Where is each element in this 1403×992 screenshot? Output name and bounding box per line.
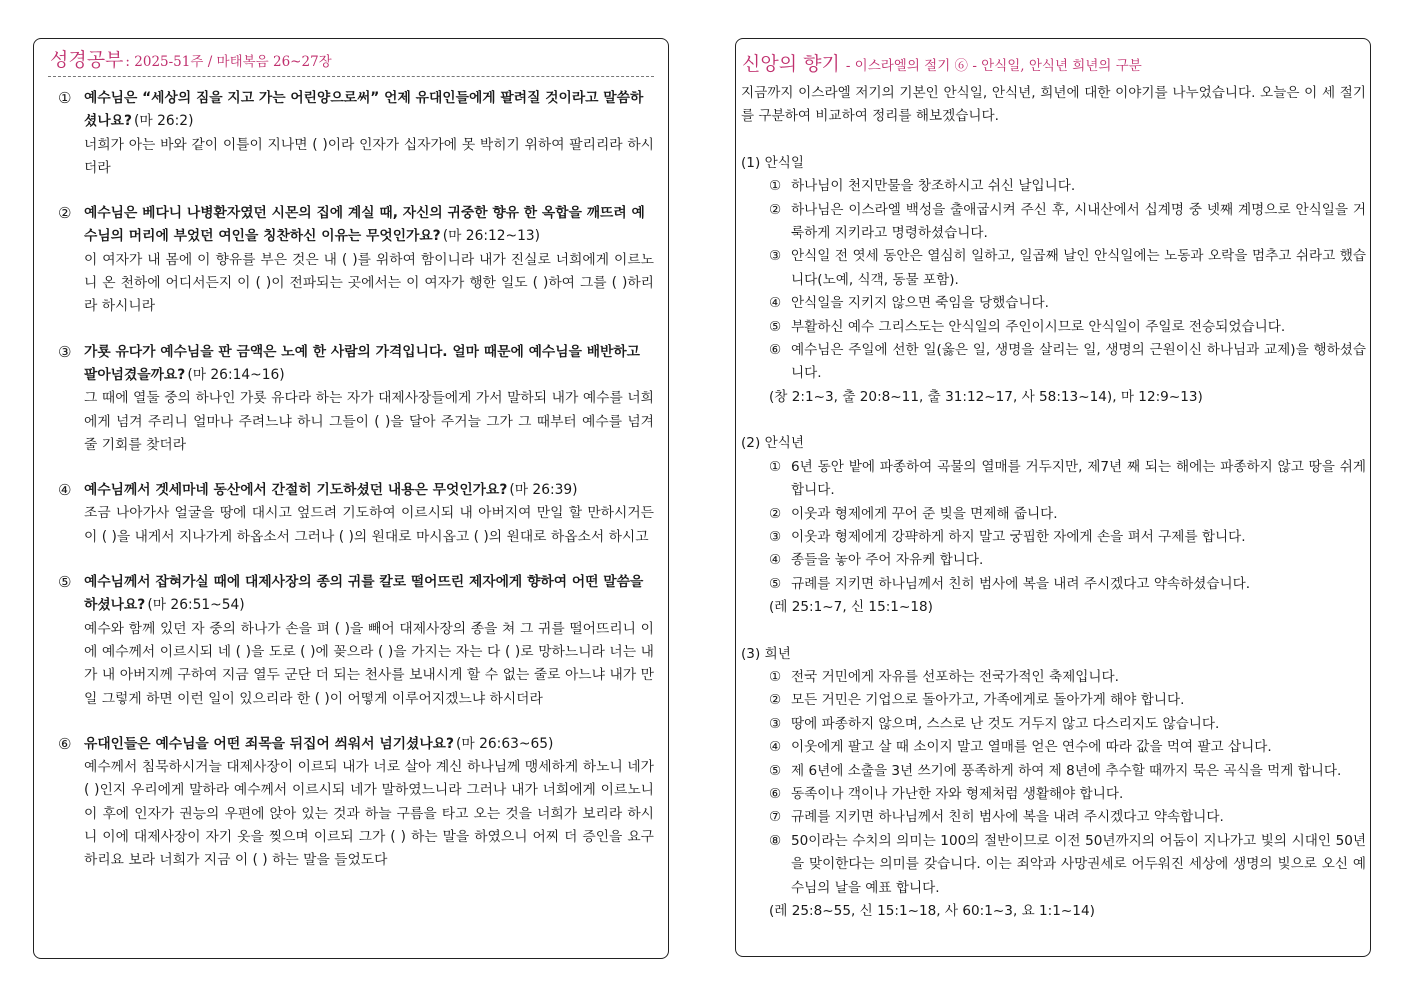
list-item: [741, 573, 1366, 596]
list-item: [741, 175, 1366, 198]
item-text: 모든 거민은 기업으로 돌아가고, 가족에게로 돌아가게 해야 합니다.: [791, 692, 1185, 709]
item-text: 제 6년에 소출을 3년 쓰기에 풍족하게 하여 제 8년에 추수할 때까지 묵은 곡식을 먹게 합니다.: [791, 762, 1342, 779]
item-number: ⑤: [769, 575, 782, 592]
item-number: ⑥: [769, 785, 782, 802]
list-item: [741, 689, 1366, 712]
answer-text: 예수와 함께 있던 자 중의 하나가 손을 펴 ( )을 빼어 대제사장의 종을 쳐 그 귀를 떨어뜨리니 이에 예수께서 이르시되 네 ( )을 도로 ( )에 꽂으라 ( )을 가지는 자는 다 ( )로 망하느니라 너는 내가 내 아버지께 구하여 지금 열두 군단 더 되는 천사를 보내시게 할 수 없는 줄로 아느냐 내가 만일 그렇게 하면 이런 일이 있으리라 한 ( )이 어떻게 이루어지겠느냐 하시더라: [84, 620, 654, 707]
item-number: ⑧: [769, 832, 782, 849]
item-text: 규례를 지키면 하나님께서 친히 범사에 복을 내려 주시겠다고 약속합니다.: [791, 809, 1224, 826]
bible-study-title: 성경공부: [50, 49, 124, 71]
item-text: 안식일을 지키지 않으면 죽임을 당했습니다.: [791, 295, 1049, 312]
faith-fragrance-header: [741, 47, 1366, 82]
item-number: ⑤: [769, 762, 782, 779]
item-number: ④: [769, 295, 782, 312]
item-number: ②: [769, 505, 782, 522]
question-number: ③: [58, 342, 72, 361]
question-text: 예수님께서 잡혀가실 때에 대제사장의 종의 귀를 칼로 떨어뜨린 제자에게 향하여 어떤 말씀을 하셨나요?: [84, 574, 644, 614]
item-text: 예수님은 주일에 선한 일(옳은 일, 생명을 살리는 일, 생명의 근원이신 하나님과 교제)을 행하셨습니다.: [791, 342, 1366, 382]
faith-fragrance-title: 신앙의 향기: [742, 53, 840, 75]
item-number: ①: [769, 668, 782, 685]
item-text: 전국 거민에게 자유를 선포하는 전국가적인 축제입니다.: [791, 668, 1119, 685]
bible-study-header: [48, 45, 654, 77]
bible-study-subtitle: : 2025-51주 / 마태복음 26~27장: [125, 54, 332, 70]
answer-text: 너희가 아는 바와 같이 이틀이 지나면 ( )이라 인자가 십자가에 못 박히기 위하여 팔리리라 하시더라: [84, 136, 654, 176]
item-text: 하나님은 이스라엘 백성을 출애굽시켜 주신 후, 시내산에서 십계명 중 넷째 계명으로 안식일을 거룩하게 지키라고 명령하셨습니다.: [791, 201, 1366, 242]
section-references: (레 25:1~7, 신 15:1~18): [769, 599, 933, 616]
question-4: [48, 479, 654, 549]
list-item: [741, 806, 1366, 829]
question-2: [48, 202, 654, 318]
faith-fragrance-subtitle: - 이스라엘의 절기 ⑥ - 안식일, 안식년 희년의 구분: [845, 58, 1142, 74]
question-ref: (마 26:51~54): [147, 597, 245, 614]
section-title: (1) 안식일: [741, 154, 804, 171]
item-number: ④: [769, 552, 782, 569]
section-references: (레 25:8~55, 신 15:1~18, 사 60:1~3, 요 1:1~14): [769, 903, 1095, 919]
answer-text: 조금 나아가사 얼굴을 땅에 대시고 엎드려 기도하여 이르시되 내 아버지여 만일 할 만하시거든 이 ( )을 내게서 지나가게 하옵소서 그러나 ( )의 원대로 마시옵고 ( )의 원대로 하옵소서 하시고: [84, 505, 654, 545]
list-item: [741, 245, 1366, 292]
section-sabbath: [741, 152, 1366, 409]
section-title: (3) 희년: [741, 645, 791, 662]
question-ref: (마 26:63~65): [456, 735, 554, 752]
question-3: [48, 341, 654, 457]
item-text: 이웃과 형제에게 강퍅하게 하지 말고 궁핍한 자에게 손을 펴서 구제를 합니다.: [791, 528, 1246, 545]
section-sabbatical-year: [741, 432, 1366, 619]
question-6: [48, 733, 654, 873]
list-item: [741, 760, 1366, 783]
item-text: 50이라는 수치의 의미는 100의 절반이므로 이전 50년까지의 어둠이 지나가고 빛의 시대인 50년을 맞이한다는 의미를 갖습니다. 이는 죄악과 사망권세로 어두워진 세상에 생명의 빛으로 오신 예수님의 날을 예표 합니다.: [791, 832, 1366, 896]
question-ref: (마 26:2): [134, 113, 194, 130]
item-number: ②: [769, 201, 782, 218]
faith-fragrance-panel: [735, 38, 1371, 957]
question-1: [48, 87, 654, 180]
answer-text: 이 여자가 내 몸에 이 향유를 부은 것은 내 ( )를 위하여 함이니라 내가 진실로 너희에게 이르노니 온 천하에 어디서든지 이 ( )이 전파되는 곳에서는 이 여자가 행한 일도 ( )하여 그를 ( )하리라 하시니라: [84, 251, 654, 315]
answer-text: 그 때에 열둘 중의 하나인 가룟 유다라 하는 자가 대제사장들에게 가서 말하되 내가 예수를 너희에게 넘겨 주리니 얼마나 주려느냐 하니 그들이 ( )을 달아 주거늘 그가 그 때부터 예수를 넘겨 줄 기회를 찾더라: [84, 390, 654, 453]
item-text: 6년 동안 밭에 파종하여 곡물의 열매를 거두지만, 제7년 째 되는 해에는 파종하지 않고 땅을 쉬게 합니다.: [791, 458, 1366, 499]
list-item: [741, 503, 1366, 526]
item-number: ③: [769, 715, 782, 732]
list-item: [741, 199, 1366, 246]
list-item: [741, 549, 1366, 572]
item-number: ④: [769, 739, 782, 756]
item-text: 규례를 지키면 하나님께서 친히 범사에 복을 내려 주시겠다고 약속하셨습니다.: [791, 575, 1251, 592]
question-number: ②: [58, 204, 72, 223]
list-item: [741, 666, 1366, 689]
list-item: [741, 316, 1366, 339]
list-item: [741, 456, 1366, 503]
list-item: [741, 783, 1366, 806]
item-number: ③: [769, 248, 782, 265]
item-number: ③: [769, 528, 782, 545]
item-text: 땅에 파종하지 않으며, 스스로 난 것도 거두지 않고 다스리지도 않습니다.: [791, 715, 1220, 732]
answer-text: 예수께서 침묵하시거늘 대제사장이 이르되 내가 너로 살아 계신 하나님께 맹세하게 하노니 네가 ( )인지 우리에게 말하라 예수께서 이르시되 네가 말하였느니라 그러나 내가 너희에게 이르노니 이 후에 인자가 권능의 우편에 앉아 있는 것과 하늘 구름을 타고 오는 것을 너희가 보리라 하시니 이에 대제사장이 자기 옷을 찢으며 이르되 그가 ( ) 하는 말을 하였으니 어찌 더 증인을 요구하리요 보라 너희가 지금 이 ( ) 하는 말을 들었도다: [84, 759, 654, 869]
question-text: 예수님께서 겟세마네 동산에서 간절히 기도하셨던 내용은 무엇인가요?: [84, 482, 508, 499]
item-text: 이웃에게 팔고 살 때 소이지 말고 열매를 얻은 연수에 따라 값을 먹여 팔고 삽니다.: [791, 739, 1272, 756]
question-5: [48, 571, 654, 711]
question-ref: (마 26:14~16): [187, 366, 285, 383]
question-number: ④: [58, 481, 72, 500]
list-item: [741, 713, 1366, 736]
section-title: (2) 안식년: [741, 435, 804, 452]
item-text: 종들을 놓아 주어 자유케 합니다.: [791, 552, 984, 569]
intro-paragraph: 지금까지 이스라엘 저기의 기본인 안식일, 안식년, 희년에 대한 이야기를 나누었습니다. 오늘은 이 세 절기를 구분하여 비교하여 정리를 해보겠습니다.: [741, 85, 1366, 125]
item-text: 하나님이 천지만물을 창조하시고 쉬신 날입니다.: [791, 178, 1076, 195]
list-item: [741, 339, 1366, 386]
section-references: (창 2:1~3, 출 20:8~11, 출 31:12~17, 사 58:13~14), 마 12:9~13): [769, 388, 1203, 405]
item-text: 동족이나 객이나 가난한 자와 형제처럼 생활해야 합니다.: [791, 785, 1124, 802]
question-number: ⑤: [58, 573, 72, 592]
item-number: ⑦: [769, 809, 782, 826]
item-text: 부활하신 예수 그리스도는 안식일의 주인이시므로 안식일이 주일로 전승되었습니다.: [791, 318, 1286, 335]
item-number: ⑥: [769, 342, 782, 359]
question-text: 예수님은 베다니 나병환자였던 시몬의 집에 계실 때, 자신의 귀중한 향유 한 옥합을 깨뜨려 예수님의 머리에 부었던 여인을 칭찬하신 이유는 무엇인가요?: [84, 205, 645, 245]
item-text: 안식일 전 엿세 동안은 열심히 일하고, 일곱째 날인 안식일에는 노동과 오락을 멈추고 쉬라고 했습니다(노예, 식객, 동물 포함).: [791, 248, 1366, 288]
question-ref: (마 26:12~13): [442, 228, 541, 245]
list-item: [741, 736, 1366, 759]
question-ref: (마 26:39): [509, 482, 578, 499]
bible-study-panel: [33, 38, 669, 959]
item-number: ⑤: [769, 318, 782, 335]
list-item: [741, 292, 1366, 315]
list-item: [741, 830, 1366, 900]
item-text: 이웃과 형제에게 꾸어 준 빚을 면제해 줍니다.: [791, 505, 1058, 522]
question-number: ⑥: [58, 734, 72, 753]
item-number: ①: [769, 178, 782, 195]
list-item: [741, 526, 1366, 549]
question-text: 유대인들은 예수님을 어떤 죄목을 뒤집어 씌워서 넘기셨나요?: [84, 735, 455, 752]
question-number: ①: [58, 89, 72, 107]
item-number: ②: [769, 692, 782, 709]
section-jubilee: [741, 643, 1366, 924]
question-text: 가룟 유다가 예수님을 판 금액은 노예 한 사람의 가격입니다. 얼마 때문에 예수님을 배반하고 팔아넘겼을까요?: [84, 343, 641, 383]
question-text: 예수님은 “세상의 짐을 지고 가는 어린양으로써” 언제 유대인들에게 팔려질 것이라고 말씀하셨나요?: [84, 90, 644, 130]
item-number: ①: [769, 458, 782, 475]
